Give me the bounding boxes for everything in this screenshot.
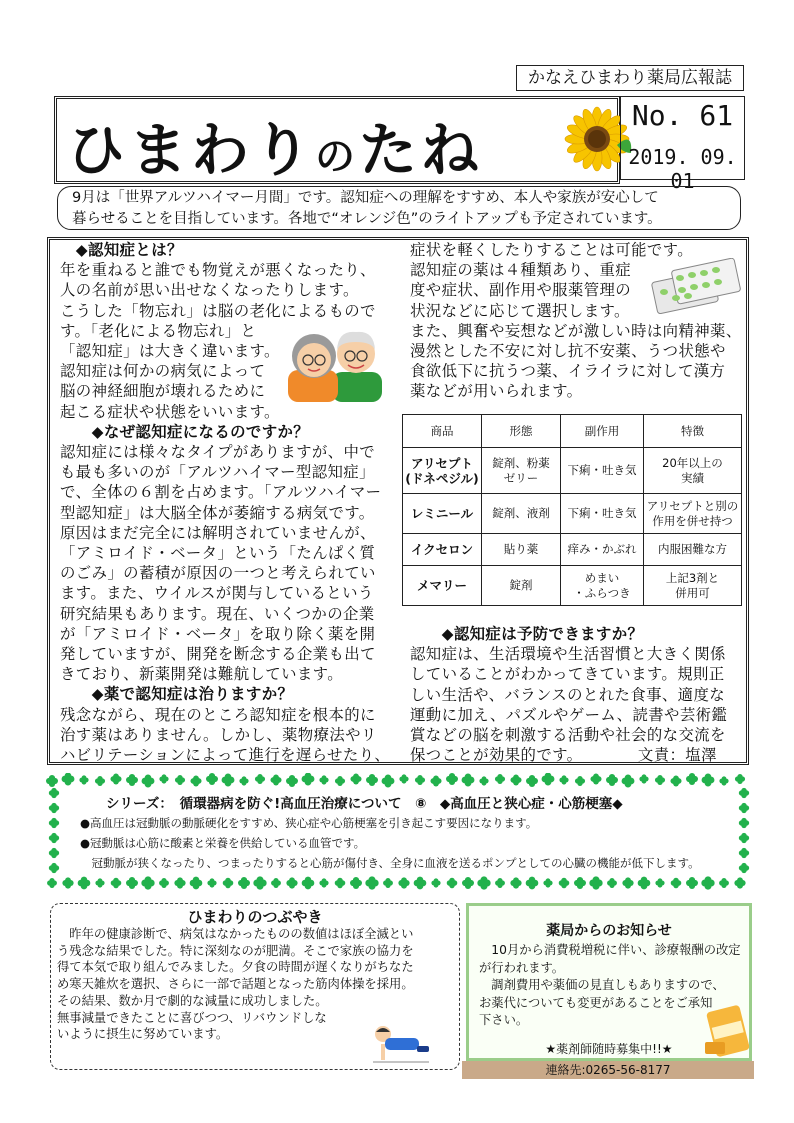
- intro-line: 9月は「世界アルツハイマー月間」です。認知症への理解をすすめ、本人や家族が安心して: [72, 190, 659, 206]
- cell-text: 錠剤: [509, 578, 533, 592]
- clover-icon: [574, 877, 586, 889]
- clover-icon: [543, 878, 552, 887]
- pill: [700, 270, 708, 276]
- text-line: 調剤費用や薬価の見直しもありますので、: [479, 978, 725, 992]
- title-part-no: の: [315, 133, 360, 180]
- text-line: 起こる症状や状態をいいます。: [60, 402, 280, 421]
- clover-icon: [431, 878, 440, 887]
- text-line: いように摂生に努めています。: [57, 1027, 229, 1042]
- clover-icon: [222, 774, 235, 787]
- cell-text: 下痢・吐き気: [567, 463, 637, 477]
- table-row: [403, 566, 742, 606]
- clover-icon: [253, 876, 266, 889]
- pill: [712, 267, 720, 273]
- clover-icon: [686, 877, 698, 889]
- newsletter-title: [67, 103, 483, 187]
- clover-icon: [62, 773, 75, 785]
- clover-icon: [49, 863, 59, 873]
- text-line: 昨年の健康診断で、病気はなかったものの数値はほぼ全滅とい: [57, 927, 414, 941]
- elderly-couple-icon: [286, 320, 386, 402]
- pill: [660, 289, 668, 295]
- text-line: のごみ」の蓄積が原因の一つと考えられてい: [60, 564, 376, 583]
- cell-text: 併用可: [675, 585, 710, 600]
- table-cell-side: [561, 534, 644, 566]
- clover-icon: [398, 877, 409, 888]
- drug-table: [402, 414, 742, 606]
- text-line: 状況などに応じて選択します。: [410, 301, 630, 320]
- cell-text: 実績: [681, 470, 704, 485]
- table-header-row: [403, 415, 742, 448]
- text-line: が行われます。: [479, 960, 565, 975]
- table-cell-feature: [644, 494, 742, 534]
- text-line: 10月から消費税増税に伴い、診療報酬の改定: [479, 943, 741, 957]
- pill: [690, 284, 698, 290]
- clover-icon: [223, 878, 234, 889]
- cell-text: めまい: [584, 570, 620, 585]
- clover-icon: [447, 878, 458, 889]
- clover-icon: [365, 876, 378, 889]
- table-cell-form: [482, 534, 561, 566]
- table-cell-feature: [644, 448, 742, 494]
- clover-icon: [719, 776, 728, 785]
- clover-icon: [719, 878, 729, 888]
- table-row: [403, 534, 742, 566]
- text-line: 治す薬はありません。しかし、薬物療法やリ: [60, 725, 377, 744]
- text-line: その結果、数か月で劇的な減量に成功しました。: [57, 993, 328, 1008]
- text-line: 原因はまだ完全には解明されていませんが、: [60, 523, 376, 542]
- cell-text: レミニール: [410, 506, 474, 521]
- cell-text: メマリー: [416, 578, 467, 593]
- text-line: 運動に加え、パズルやゲーム、読書や芸術鑑: [410, 705, 728, 724]
- clover-icon: [382, 775, 395, 788]
- clover-icon: [399, 774, 408, 783]
- clover-icon: [739, 848, 749, 858]
- clover-icon: [559, 775, 568, 784]
- clover-icon: [95, 776, 105, 786]
- clover-icon: [207, 878, 216, 887]
- clover-icon: [255, 774, 265, 784]
- table-cell-name: [403, 448, 482, 494]
- table-cell-side: [561, 494, 644, 534]
- text-line: 研究結果もあります。現在、いくつかの企業: [60, 604, 375, 623]
- text-line: ハビリテーションによって進行を遅らせたり、: [60, 746, 391, 765]
- clover-icon: [159, 878, 169, 888]
- pill-pack-icon: [650, 258, 742, 314]
- right-column-bottom: [410, 624, 742, 765]
- clover-icon: [319, 878, 328, 887]
- column-header: 形態: [482, 415, 561, 448]
- clover-icon: [62, 877, 73, 888]
- intro-line: 暮らせることを目指しています。各地で“オレンジ色”のライトアップも予定されています。: [72, 211, 662, 227]
- text-line: 「認知症」は大きく違います。: [60, 342, 280, 361]
- clover-icon: [735, 774, 745, 784]
- clover-icon: [462, 774, 475, 787]
- clover-icon: [510, 774, 521, 785]
- text-line: きており、新薬開発は難航しています。: [60, 665, 343, 684]
- title-part-tane: たね: [359, 116, 484, 184]
- table-cell-side: [561, 448, 644, 494]
- clover-icon: [126, 877, 138, 889]
- clover-icon: [495, 774, 505, 784]
- cell-text: 作用を併せ持つ: [652, 513, 733, 528]
- clover-frame: [44, 773, 754, 891]
- series-line: ●高血圧は冠動脈の動脈硬化をすすめ、狭心症や心筋梗塞を引き起こす要因になります。: [80, 816, 538, 830]
- text-line: 人の名前が思い出せなくなったりします。: [60, 281, 359, 300]
- table-cell-form: [482, 448, 561, 494]
- tsubuyaki-text: [57, 926, 414, 1043]
- clover-icon: [701, 876, 714, 889]
- table-cell-name: [403, 534, 482, 566]
- cell-text: 錠剤、液剤: [492, 506, 550, 520]
- section-heading: ◆なぜ認知症になるのですか？: [60, 422, 310, 441]
- clover-icon: [79, 775, 88, 784]
- cell-text: (ドネペジル): [405, 470, 479, 486]
- issue-number: No. 61: [631, 99, 734, 132]
- cell-text: ゼリー: [503, 470, 539, 485]
- text-line: う残念な結果でした。特に深刻なのが肥満。そこで家族の協力を: [57, 943, 414, 958]
- clover-icon: [49, 788, 59, 798]
- masthead: [54, 96, 620, 184]
- text-line: 賞などの脳を刺激する活動や社会的な交流を: [410, 726, 726, 745]
- clover-icon: [47, 878, 57, 888]
- clover-icon: [126, 774, 138, 786]
- cell-text: アリセプト: [411, 455, 473, 471]
- clover-icon: [206, 773, 218, 785]
- clover-icon: [606, 774, 618, 786]
- text-line: 症状を軽くしたりすることは可能です。: [410, 241, 693, 259]
- clover-icon: [49, 848, 59, 858]
- clover-icon: [462, 877, 474, 889]
- table-cell-form: [482, 566, 561, 606]
- clover-icon: [49, 818, 59, 828]
- table-row: [403, 448, 742, 494]
- clover-icon: [655, 775, 665, 785]
- text-line: 認知症は何かの病気によって: [60, 362, 266, 381]
- series-line: 冠動脈が狭くなったり、つまったりすると心筋が傷付き、全身に血液を送るポンプとしての心臓の機能が低下します。: [80, 856, 700, 870]
- pill: [684, 293, 692, 299]
- text-line: 脳の神経細胞が壊れるために: [60, 382, 266, 401]
- issue-box: [620, 96, 745, 193]
- column-header: 商品: [403, 415, 482, 448]
- text-line: していることがわかってきています。規則正: [410, 665, 725, 684]
- cell-text: 上記3剤と: [665, 570, 720, 585]
- section-heading: ◆認知症は予防できますか？: [410, 625, 644, 643]
- table-cell-form: [482, 494, 561, 534]
- intro-banner: [57, 186, 741, 230]
- clover-icon: [141, 876, 154, 889]
- cell-text: 錠剤、粉薬: [492, 455, 550, 470]
- column-tsubuyaki: [50, 903, 460, 1070]
- clover-icon: [302, 877, 315, 890]
- clover-icon: [638, 877, 651, 890]
- clover-icon: [49, 803, 59, 813]
- pharmacy-notice: [466, 903, 752, 1061]
- clover-icon: [734, 877, 745, 888]
- clover-icon: [739, 818, 749, 828]
- table-cell-feature: [644, 534, 742, 566]
- clover-icon: [190, 877, 203, 890]
- text-line: また、興奮や妄想などが激しい時は向精神薬、: [410, 321, 742, 340]
- text-line: 残念ながら、現在のところ認知症を根本的に: [60, 705, 376, 724]
- text-line: 漫然とした不安に対し抗不安薬、うつ状態や: [410, 342, 726, 361]
- tsubuyaki-title: ひまわりのつぶやき: [187, 908, 323, 926]
- text-line: 「アミロイド・ベータ」という「たんぱく質: [60, 544, 376, 563]
- clover-icon: [526, 775, 538, 787]
- text-line: め寒天雑炊を選択、さらに一部で話題となった筋肉体操を採用。: [57, 977, 414, 992]
- clover-icon: [159, 774, 168, 783]
- table-row: [403, 494, 742, 534]
- text-line: す。「老化による物忘れ」と: [60, 321, 257, 340]
- clover-icon: [190, 775, 201, 786]
- clover-icon: [739, 788, 749, 798]
- section-heading: ◆認知症とは？: [60, 241, 183, 259]
- column-header: 特徴: [644, 415, 742, 448]
- text-line: ます。また、ウイルスが関与しているという: [60, 584, 374, 603]
- clover-icon: [589, 876, 602, 889]
- clover-icon: [415, 775, 425, 785]
- recruit-text: ★薬剤師随時募集中!!★: [545, 1042, 673, 1056]
- title-part-himawari: ひまわり: [67, 116, 316, 184]
- cell-text: アリセプトと別の: [646, 498, 739, 513]
- pill: [702, 282, 710, 288]
- clover-icon: [414, 877, 427, 890]
- text-line: 下さい。: [479, 1013, 529, 1027]
- clover-icon: [739, 833, 749, 843]
- clover-icon: [319, 775, 328, 784]
- clover-icon: [175, 775, 185, 785]
- text-line: 食欲低下に抗うつ薬、イライラに対して漢方: [410, 362, 726, 381]
- pushup-person-icon: [371, 1022, 431, 1064]
- clover-icon: [622, 775, 635, 788]
- text-line: 保つことが効果的です。 文責：塩澤: [410, 746, 717, 765]
- clover-icon: [270, 774, 281, 785]
- clover-icon: [142, 775, 155, 788]
- publisher-label: かなえひまわり薬局広報誌: [516, 65, 744, 91]
- notice-title: 薬局からのお知らせ: [546, 923, 672, 939]
- text-line: 型認知症」は大脳全体が萎縮する病気です。: [60, 503, 375, 522]
- text-line: お薬代についても変更があることをご承知: [479, 995, 713, 1010]
- cell-text: 20年以上の: [662, 455, 723, 470]
- cell-text: 下痢・吐き気: [567, 506, 637, 520]
- text-line: 度や症状、副作用や服薬管理の: [410, 281, 632, 300]
- clover-icon: [95, 878, 104, 887]
- table-cell-side: [561, 566, 644, 606]
- clover-icon: [639, 774, 648, 783]
- clover-icon: [702, 774, 715, 787]
- text-line: こうした「物忘れ」は脳の老化によるもので: [60, 301, 376, 320]
- clover-icon: [510, 877, 521, 888]
- clover-icon: [366, 774, 378, 786]
- clover-icon: [542, 773, 555, 785]
- series-title: シリーズ： 循環器病を防ぐ!高血圧治療について ⑧ ◆高血圧と狭心症・心筋梗塞◆: [106, 796, 623, 812]
- cell-text: 痒み・かぶれ: [567, 542, 637, 556]
- text-line: で、全体の６割を占めます。「アルツハイマー: [60, 483, 382, 502]
- text-line: 認知症には様々なタイプがありますが、中で: [60, 443, 376, 462]
- pill: [714, 279, 722, 285]
- clover-icon: [383, 878, 393, 888]
- cell-text: イクセロン: [410, 542, 474, 557]
- clover-icon: [495, 878, 505, 888]
- text-line: が「アミロイド・ベータ」を取り除く薬を開: [60, 624, 376, 643]
- clover-icon: [286, 877, 297, 888]
- clover-icon: [575, 776, 585, 786]
- section-heading: ◆薬で認知症は治りますか？: [60, 685, 294, 704]
- contact-bar: 連絡先:0265-56-8177: [462, 1061, 754, 1079]
- clover-icon: [239, 776, 248, 785]
- table-cell-name: [403, 494, 482, 534]
- clover-icon: [78, 877, 91, 890]
- left-column: [60, 240, 404, 765]
- pill: [672, 295, 680, 301]
- clover-icon: [49, 833, 59, 843]
- clover-icon: [110, 773, 121, 784]
- clover-icon: [670, 775, 681, 786]
- clover-icon: [655, 878, 664, 887]
- table-cell-feature: [644, 566, 742, 606]
- clover-icon: [430, 775, 441, 786]
- text-line: も最も多いのが「アルツハイマー型認知症」: [60, 463, 375, 482]
- clover-icon: [559, 878, 570, 889]
- text-line: 認知症の薬は４種類あり、重症: [410, 261, 632, 280]
- clover-icon: [590, 773, 601, 784]
- pill: [688, 272, 696, 278]
- series-line: ●冠動脈は心筋に酸素と栄養を供給している血管です。: [80, 836, 366, 850]
- clover-icon: [302, 773, 315, 785]
- clover-icon: [286, 775, 298, 787]
- text-line: 薬などが用いられます。: [410, 382, 583, 401]
- clover-icon: [111, 878, 122, 889]
- clover-icon: [350, 773, 361, 784]
- pill: [676, 275, 684, 281]
- clover-icon: [739, 803, 749, 813]
- clover-icon: [607, 878, 617, 888]
- cell-text: 内服困難な方: [658, 542, 727, 556]
- clover-icon: [174, 877, 185, 888]
- clover-icon: [739, 863, 749, 873]
- text-line: 発していますが、開発を断念する企業も出て: [60, 645, 376, 664]
- clover-icon: [335, 878, 346, 889]
- clover-icon: [479, 776, 488, 785]
- text-line: しい生活や、バランスのとれた食事、適度な: [410, 685, 726, 704]
- clover-icon: [350, 877, 362, 889]
- clover-icon: [477, 876, 490, 889]
- text-line: 無事減量できたことに喜びつつ、リバウンドしな: [57, 1010, 327, 1025]
- pill: [678, 287, 686, 293]
- clover-icon: [622, 877, 633, 888]
- clover-icon: [526, 877, 539, 890]
- table-cell-name: [403, 566, 482, 606]
- issue-date: 2019. 09. 01: [628, 145, 737, 193]
- cell-text: ・ふらつき: [573, 585, 631, 600]
- text-line: 得て本気で取り組んでみました。夕食の時間が遅くなりがちなた: [57, 960, 414, 975]
- clover-icon: [671, 878, 682, 889]
- clover-icon: [46, 775, 58, 787]
- text-line: 認知症は、生活環境や生活習慣と大きく関係: [410, 645, 726, 664]
- clover-icon: [238, 877, 250, 889]
- clover-icon: [335, 776, 345, 786]
- clover-icon: [686, 773, 698, 785]
- clover-icon: [446, 773, 458, 785]
- clover-icon: [271, 878, 281, 888]
- text-line: 年を重ねると誰でも物覚えが悪くなったり、: [60, 261, 376, 280]
- column-header: 副作用: [561, 415, 644, 448]
- cell-text: 貼り薬: [503, 542, 539, 556]
